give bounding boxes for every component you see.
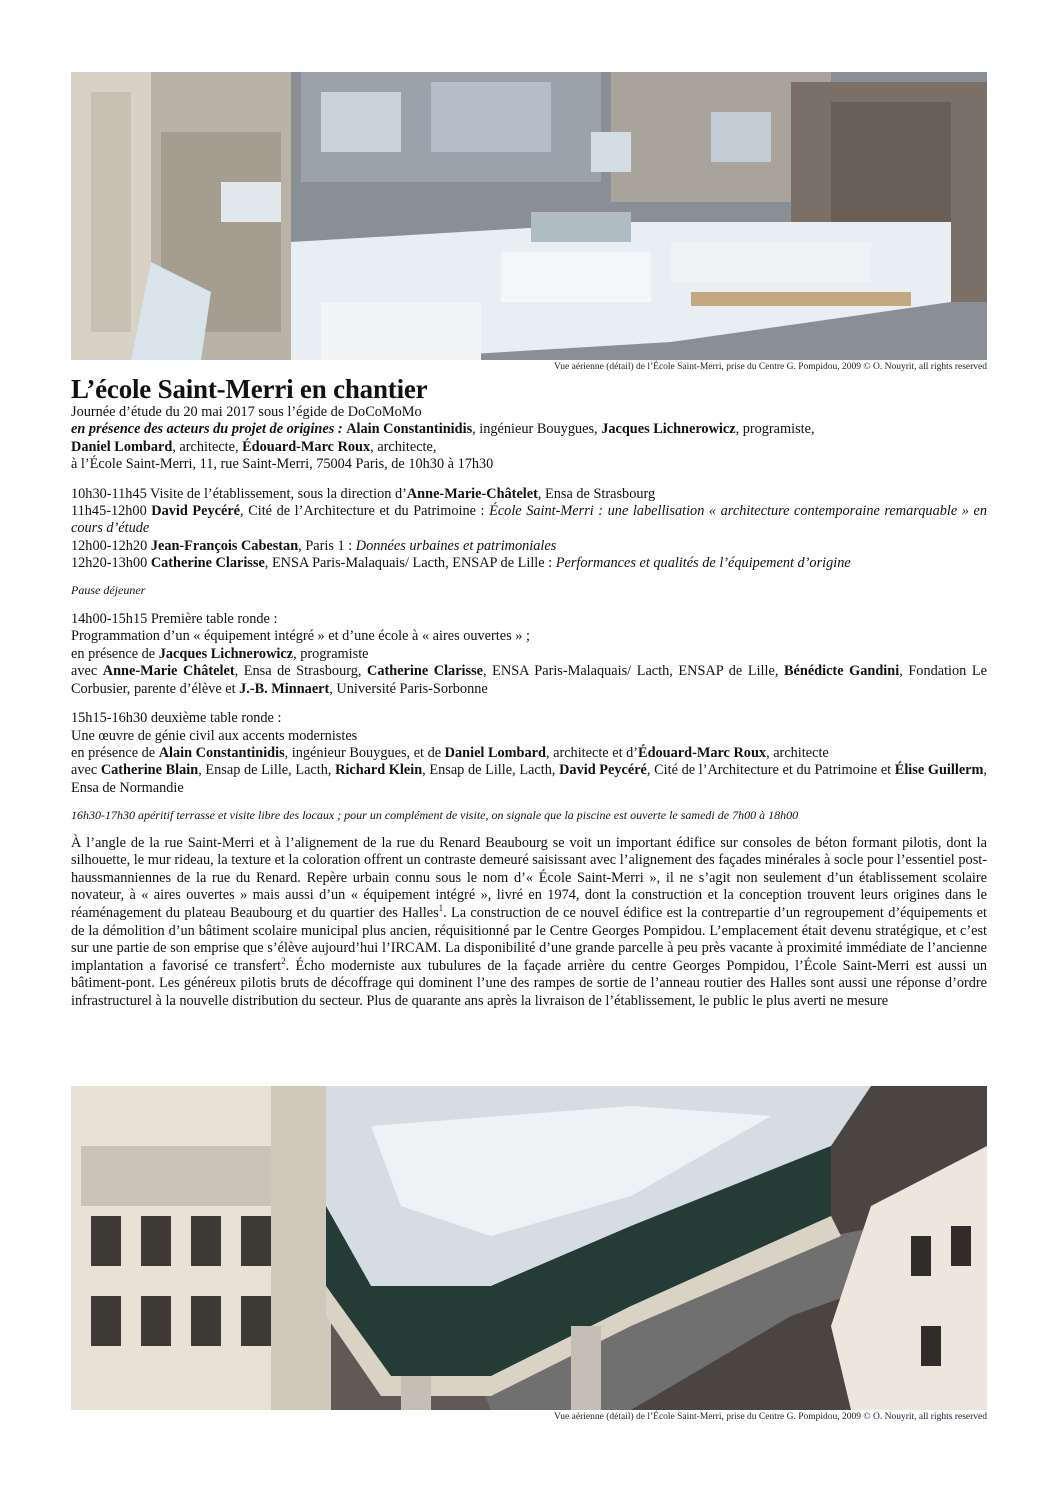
morning-schedule <box>71 486 987 573</box>
round-table-time: 15h15-16h30 deuxième table ronde : <box>71 710 282 727</box>
participant-name: Daniel Lombard <box>71 438 173 455</box>
round-table-panel: avec Anne-Marie Châtelet, Ensa de Strasbourg, Catherine Clarisse, ENSA Paris-Malaquais/ Lacth, ENSAP de Lille, Bénédicte Gandini, Fondation Le Corbusier, parente d’élève et J.-B. Minnaert, Université Paris-Sorbonne <box>71 663 987 697</box>
participant-name: Édouard-Marc Roux <box>242 438 371 455</box>
round-table-presence: en présence de Jacques Lichnerowicz, programiste <box>71 645 369 662</box>
footnote-ref[interactable]: 2 <box>281 955 286 966</box>
top-photo-caption: Vue aérienne (détail) de l’École Saint-Merri, prise du Centre G. Pompidou, 2009 © O. Nouyrit, all rights reserved <box>554 362 987 372</box>
schedule-item: 12h00-12h20 Jean-François Cabestan, Paris 1 : Données urbaines et patrimoniales <box>71 537 557 554</box>
schedule-item: 11h45-12h00 David Peycéré, Cité de l’Architecture et du Patrimoine : École Saint-Merri : une labellisation « architecture contemporaine remarquable » en cours d’étude <box>71 503 987 537</box>
rooftops-illustration <box>71 72 987 360</box>
lunch-break: Pause déjeuner <box>71 582 146 597</box>
top-aerial-photo <box>71 72 987 360</box>
round-table-panel: avec Catherine Blain, Ensap de Lille, Lacth, Richard Klein, Ensap de Lille, Lacth, David Peycéré, Cité de l’Architecture et du Patrimoine et Élise Guillerm, Ensa de Normandie <box>71 762 987 796</box>
event-intro <box>71 404 987 474</box>
bottom-photo-caption: Vue aérienne (détail) de l’École Saint-Merri, prise du Centre G. Pompidou, 2009 © O. Nouyrit, all rights reserved <box>554 1412 987 1422</box>
round-table-presence: en présence de Alain Constantinidis, ingénieur Bouygues, et de Daniel Lombard, architecte et d’Édouard-Marc Roux, architecte <box>71 744 829 761</box>
participant-name: Alain Constantinidis <box>346 421 473 438</box>
round-table-topic: Une œuvre de génie civil aux accents modernistes <box>71 727 358 744</box>
round-table-time: 14h00-15h15 Première table ronde : <box>71 611 278 628</box>
footnote-ref[interactable]: 1 <box>438 903 444 914</box>
main-content <box>71 374 987 1010</box>
event-location: à l’École Saint-Merri, 11, rue Saint-Merri, 75004 Paris, de 10h30 à 17h30 <box>71 456 494 473</box>
schedule-item: 10h30-11h45 Visite de l’établissement, sous la direction d’Anne-Marie-Châtelet, Ensa de Strasbourg <box>71 485 656 502</box>
participants-line: en présence des acteurs du projet de origines : Alain Constantinidis, ingénieur Bouygues, Jacques Lichnerowicz, programiste, <box>71 421 815 438</box>
bottom-aerial-photo <box>71 1086 987 1410</box>
presence-label: en présence des acteurs du projet de origines : <box>71 421 343 438</box>
schedule-item: 12h20-13h00 Catherine Clarisse, ENSA Paris-Malaquais/ Lacth, ENSAP de Lille : Performances et qualités de l’équipement d’origine <box>71 555 851 572</box>
school-building-illustration <box>71 1086 987 1410</box>
round-table-2 <box>71 710 987 797</box>
participants-line-2: Daniel Lombard, architecte, Édouard-Marc Roux, architecte, <box>71 438 437 455</box>
round-table-topic: Programmation d’un « équipement intégré » et d’une école à « aires ouvertes » ; <box>71 628 530 645</box>
round-table-1 <box>71 611 987 698</box>
participant-name: Jacques Lichnerowicz <box>601 421 736 438</box>
page-title: L’école Saint-Merri en chantier <box>71 374 428 404</box>
event-date-line: Journée d’étude du 20 mai 2017 sous l’égide de DoCoMoMo <box>71 404 422 420</box>
body-paragraph: À l’angle de la rue Saint-Merri et à l’alignement de la rue du Renard Beaubourg se voit un important édifice sur consoles de béton formant pilotis, dont la silhouette, le mur rideau, la texture et la coloration offrent un contraste demeuré saisissant avec l’alignement des façades minérales à socle pour l’essentiel post-haussmanniennes de la rue du Renard. Repère urbain connu sous le nom d’« École Saint-Merri », il ne s’agit non seulement d’un établissement scolaire novateur, à « aires ouvertes » mais aussi d’un « équipement intégré », livré en 1974, dont la construction et la conception trouvent leurs origines dans le réaménagement du plateau Beaubourg et du quartier des Halles$^1$. La construction de ce nouvel édifice est la contrepartie d’un regroupement d’équipements et de la démolition d’un bâtiment scolaire municipal plus ancien, réquisitionné par le Centre Georges Pompidou. L’emplacement était devenu stratégique, et c’est sur une partie de son emprise que s’élève aujourd’hui l’IRCAM. La disponibilité d’une grande parcelle à peu près vacante à proximité immédiate de l’ancienne implantation a favorisé ce transfert$^2$. Écho moderniste aux tubulures de la façade arrière du centre Georges Pompidou, l’École Saint-Merri est aussi un bâtiment-pont. Les généreux pilotis bruts de décoffrage qui dominent l’une des rampes de sortie de l’anneau routier des Halles sont aussi une réponse d’ordre infrastructurel à la nouvelle distribution du secteur. Plus de quarante ans après la livraison de l’établissement, le public le plus averti ne mesure <box>71 834 987 1009</box>
closing-note: 16h30-17h30 apéritif terrasse et visite libre des locaux ; pour un complément de visite, on signale que la piscine est ouverte le samedi de 7h00 à 18h00 <box>71 808 799 823</box>
